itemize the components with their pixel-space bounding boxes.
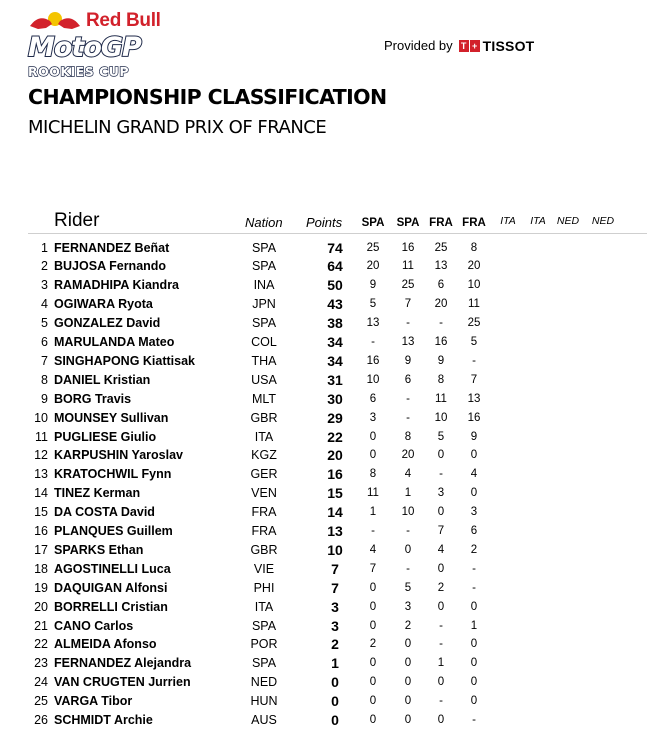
rider-points: 0	[331, 712, 339, 728]
rider-points: 0	[331, 674, 339, 691]
header-divider	[28, 233, 647, 234]
rider-points: 20	[327, 447, 343, 464]
rider-position: 10	[34, 410, 48, 425]
column-header-nation: Nation	[245, 215, 283, 230]
rider-nation: VIE	[253, 561, 275, 576]
table-row	[0, 635, 647, 654]
column-header-race-5: ITA	[500, 215, 516, 227]
race-points: 0	[437, 714, 445, 726]
rider-nation: JPN	[252, 297, 276, 312]
race-points: 25	[366, 241, 380, 254]
race-points: 0	[437, 600, 445, 613]
race-points: -	[472, 354, 476, 367]
table-row	[0, 257, 647, 276]
page-subtitle: MICHELIN GRAND PRIX OF FRANCE	[28, 117, 327, 138]
table-row	[0, 446, 647, 465]
rider-name: MARULANDA Mateo	[54, 335, 175, 349]
race-points: 11	[468, 298, 480, 311]
red-bull-motogp-rookies-cup-logo	[24, 6, 174, 80]
race-points: 25	[467, 317, 481, 330]
race-points: 0	[404, 714, 412, 726]
race-points: 0	[437, 562, 445, 575]
table-row	[0, 617, 647, 636]
race-points: 2	[369, 638, 377, 651]
race-points: 5	[470, 336, 478, 348]
table-row	[0, 541, 647, 560]
race-points: 2	[470, 543, 478, 556]
rider-nation: INA	[253, 278, 275, 293]
rider-nation: MLT	[251, 391, 277, 406]
rider-points: 2	[331, 636, 339, 653]
table-row	[0, 579, 647, 598]
rider-points: 50	[327, 277, 343, 294]
rider-points: 64	[327, 258, 343, 275]
rider-points: 15	[327, 485, 343, 502]
race-points: 0	[404, 657, 412, 670]
race-points: 9	[369, 279, 377, 292]
race-points: 0	[369, 695, 377, 708]
race-points: 9	[404, 354, 412, 367]
race-points: 0	[470, 487, 478, 500]
rider-position: 26	[34, 713, 48, 727]
rider-position: 15	[34, 505, 48, 520]
table-row	[0, 390, 647, 409]
race-points: 1	[470, 619, 478, 632]
race-points: 7	[369, 562, 377, 575]
race-points: -	[439, 695, 443, 708]
race-points: 4	[470, 468, 478, 481]
rider-points: 43	[327, 296, 343, 313]
rider-nation: HUN	[250, 694, 278, 709]
rider-position: 18	[34, 561, 48, 576]
rider-position: 21	[34, 618, 48, 633]
race-points: 2	[437, 581, 445, 594]
column-header-race-3: FRA	[429, 217, 453, 229]
race-points: 3	[470, 506, 478, 519]
rider-nation: SPA	[251, 259, 277, 274]
race-points: 11	[435, 392, 447, 405]
race-points: 0	[404, 676, 412, 689]
provided-by-label: Provided by	[384, 38, 453, 53]
rider-nation: GBR	[250, 542, 278, 557]
red-bull-wordmark: Red Bull	[86, 10, 161, 31]
rider-name: BORRELLI Cristian	[54, 599, 168, 614]
race-points: 0	[369, 449, 377, 462]
race-points: 13	[434, 260, 448, 273]
race-points: 25	[434, 241, 448, 254]
table-row	[0, 560, 647, 579]
table-row	[0, 484, 647, 503]
rider-points: 0	[331, 693, 339, 710]
race-points: 0	[404, 695, 412, 708]
rider-nation: AUS	[251, 713, 277, 727]
race-points: 9	[470, 430, 478, 443]
table-row	[0, 503, 647, 522]
race-points: 0	[369, 676, 377, 689]
rider-position: 7	[41, 353, 48, 368]
race-points: 0	[369, 581, 377, 594]
provided-by-tissot	[384, 38, 534, 54]
race-points: 11	[367, 487, 379, 500]
rider-position: 24	[34, 675, 48, 690]
rider-nation: GBR	[250, 410, 278, 425]
rider-name: KARPUSHIN Yaroslav	[54, 448, 183, 463]
race-points: 20	[366, 260, 380, 273]
column-header-race-6: ITA	[530, 215, 546, 227]
column-header-race-8: NED	[591, 215, 615, 227]
race-points: 1	[437, 657, 445, 670]
race-points: 8	[470, 241, 478, 254]
rider-points: 22	[327, 428, 343, 445]
rider-position: 2	[41, 259, 48, 274]
rider-nation: GER	[250, 467, 278, 482]
rider-position: 1	[41, 240, 48, 255]
race-points: -	[371, 336, 375, 348]
rider-name: PUGLIESE Giulio	[54, 429, 157, 444]
race-points: 8	[437, 373, 445, 386]
race-points: 0	[470, 600, 478, 613]
race-points: 11	[402, 260, 414, 273]
rider-points: 16	[327, 466, 343, 483]
race-points: 10	[467, 279, 481, 292]
rider-position: 22	[34, 637, 48, 652]
rider-points: 30	[327, 390, 343, 407]
race-points: 10	[366, 373, 380, 386]
race-points: 6	[470, 525, 478, 537]
rider-points: 13	[327, 523, 343, 539]
rider-name: ALMEIDA Afonso	[54, 637, 157, 652]
race-points: 0	[470, 449, 478, 462]
rider-nation: PHI	[253, 580, 275, 595]
rider-points: 34	[327, 334, 343, 350]
race-points: 0	[470, 657, 478, 670]
race-points: 0	[437, 506, 445, 519]
table-row	[0, 276, 647, 295]
race-points: 7	[404, 298, 412, 311]
race-points: 20	[401, 449, 415, 462]
rider-name: SCHMIDT Archie	[54, 713, 153, 727]
red-bull-icon	[28, 10, 82, 32]
race-points: 6	[437, 279, 445, 292]
table-row	[0, 522, 647, 541]
race-points: -	[439, 619, 443, 632]
race-points: -	[472, 714, 476, 726]
race-points: 5	[437, 430, 445, 443]
race-points: 16	[467, 411, 481, 424]
race-points: -	[406, 317, 410, 330]
race-points: 3	[369, 411, 377, 424]
race-points: 7	[437, 525, 445, 537]
race-points: -	[439, 468, 443, 481]
tissot-cross-icon: T +	[459, 40, 481, 52]
race-points: 8	[404, 430, 412, 443]
race-points: 0	[437, 449, 445, 462]
table-row	[0, 598, 647, 617]
rider-points: 3	[331, 617, 339, 634]
race-points: 13	[366, 317, 380, 330]
race-points: -	[439, 317, 443, 330]
tissot-wordmark: TISSOT	[482, 38, 535, 54]
rider-points: 1	[331, 655, 339, 672]
column-header-race-7: NED	[556, 215, 580, 227]
rider-points: 34	[327, 352, 343, 369]
table-row	[0, 654, 647, 673]
rider-name: SINGHAPONG Kiattisak	[54, 353, 196, 368]
rider-name: FERNANDEZ Alejandra	[54, 656, 192, 671]
rider-name: MOUNSEY Sullivan	[54, 410, 169, 425]
rider-position: 23	[34, 656, 48, 671]
rider-points: 10	[327, 541, 343, 558]
race-points: 4	[437, 543, 445, 556]
rider-name: TINEZ Kerman	[54, 486, 141, 501]
race-points: -	[406, 525, 410, 537]
rider-nation: THA	[251, 353, 277, 368]
table-row	[0, 711, 647, 730]
race-points: 5	[404, 581, 412, 594]
rider-position: 14	[34, 486, 48, 501]
race-points: 10	[401, 506, 415, 519]
table-row	[0, 371, 647, 390]
rider-position: 3	[41, 278, 48, 293]
rider-nation: USA	[251, 372, 277, 387]
rider-name: VARGA Tibor	[54, 694, 133, 709]
race-points: 10	[434, 411, 448, 424]
race-points: 1	[369, 506, 377, 519]
rider-name: VAN CRUGTEN Jurrien	[54, 675, 191, 690]
table-row	[0, 314, 647, 333]
race-points: 6	[369, 392, 377, 405]
table-row	[0, 673, 647, 692]
race-points: 7	[470, 373, 478, 386]
rider-position: 16	[34, 524, 48, 538]
rider-position: 4	[41, 297, 48, 312]
race-points: 0	[404, 638, 412, 651]
rider-points: 3	[331, 598, 339, 615]
race-points: 0	[369, 619, 377, 632]
race-points: -	[472, 562, 476, 575]
rider-name: DA COSTA David	[54, 505, 155, 520]
race-points: 3	[404, 600, 412, 613]
table-row	[0, 333, 647, 352]
rider-nation: SPA	[251, 618, 277, 633]
rider-nation: COL	[251, 335, 277, 349]
table-row	[0, 692, 647, 711]
race-points: 16	[434, 336, 448, 348]
rider-nation: POR	[250, 637, 278, 652]
race-points: 1	[404, 487, 412, 500]
rider-position: 9	[41, 391, 48, 406]
rider-nation: FRA	[251, 505, 277, 520]
rider-name: BORG Travis	[54, 391, 132, 406]
column-header-rider: Rider	[54, 210, 100, 231]
race-points: 25	[401, 279, 415, 292]
rider-position: 17	[34, 542, 48, 557]
race-points: 4	[369, 543, 377, 556]
race-points: 6	[404, 373, 412, 386]
race-points: 13	[467, 392, 481, 405]
rider-name: PLANQUES Guillem	[54, 524, 173, 538]
rider-points: 7	[331, 560, 339, 577]
rider-position: 5	[41, 316, 48, 331]
rider-name: BUJOSA Fernando	[54, 259, 167, 274]
table-row	[0, 295, 647, 314]
rider-position: 25	[34, 694, 48, 709]
race-points: 13	[401, 336, 415, 348]
column-header-points: Points	[306, 215, 343, 230]
rider-name: CANO Carlos	[54, 618, 134, 633]
race-points: 0	[470, 695, 478, 708]
column-header-race-1: SPA	[361, 217, 385, 229]
rider-position: 8	[41, 372, 48, 387]
page-title: CHAMPIONSHIP CLASSIFICATION	[28, 85, 387, 109]
rider-name: RAMADHIPA Kiandra	[54, 278, 180, 293]
rider-position: 12	[34, 448, 48, 463]
rider-name: KRATOCHWIL Fynn	[54, 467, 172, 482]
rider-nation: FRA	[251, 524, 277, 538]
rider-name: FERNANDEZ Beñat	[54, 240, 170, 255]
rider-nation: KGZ	[251, 448, 277, 463]
race-points: 20	[467, 260, 481, 273]
race-points: 16	[401, 241, 415, 254]
race-points: 9	[437, 354, 445, 367]
race-points: -	[371, 525, 375, 537]
rider-position: 13	[34, 467, 48, 482]
rider-points: 38	[327, 315, 343, 332]
race-points: -	[406, 411, 410, 424]
red-bull-brand	[28, 10, 161, 32]
rider-points: 31	[327, 371, 343, 388]
rookies-cup-wordmark: ROOKIES CUP	[28, 64, 130, 79]
table-row	[0, 465, 647, 484]
rider-position: 11	[35, 429, 48, 444]
rider-name: SPARKS Ethan	[54, 542, 144, 557]
race-points: -	[406, 392, 410, 405]
table-row	[0, 239, 647, 258]
rider-name: GONZALEZ David	[54, 316, 161, 331]
rider-position: 6	[41, 335, 48, 349]
race-points: 0	[404, 543, 412, 556]
race-points: 4	[404, 468, 412, 481]
column-header-race-2: SPA	[396, 217, 420, 229]
rider-name: AGOSTINELLI Luca	[54, 561, 171, 576]
rider-nation: SPA	[251, 656, 277, 671]
rider-nation: SPA	[251, 316, 277, 331]
rider-points: 14	[327, 504, 343, 521]
race-points: 0	[369, 714, 377, 726]
race-points: -	[439, 638, 443, 651]
rider-nation: NED	[250, 675, 278, 690]
motogp-wordmark: MotoGP	[28, 32, 141, 63]
race-points: -	[406, 562, 410, 575]
race-points: -	[472, 581, 476, 594]
race-points: 5	[369, 298, 377, 311]
race-points: 0	[369, 657, 377, 670]
rider-name: DAQUIGAN Alfonsi	[54, 580, 168, 595]
race-points: 20	[434, 298, 448, 311]
race-points: 0	[369, 600, 377, 613]
rider-nation: VEN	[251, 486, 277, 501]
race-points: 0	[437, 676, 445, 689]
table-row	[0, 352, 647, 371]
table-row	[0, 409, 647, 428]
rider-nation: SPA	[251, 240, 277, 255]
column-header-race-4: FRA	[462, 217, 486, 229]
race-points: 16	[366, 354, 380, 367]
race-points: 2	[404, 619, 412, 632]
table-row	[0, 428, 647, 447]
race-points: 3	[437, 487, 445, 500]
rider-nation: ITA	[254, 599, 274, 614]
rider-points: 7	[331, 579, 339, 596]
rider-nation: ITA	[254, 429, 274, 444]
race-points: 0	[470, 676, 478, 689]
rider-name: DANIEL Kristian	[54, 372, 151, 387]
rider-position: 20	[34, 599, 48, 614]
race-points: 0	[470, 638, 478, 651]
race-points: 8	[369, 468, 377, 481]
rider-points: 74	[327, 239, 343, 256]
race-points: 0	[369, 430, 377, 443]
rider-name: OGIWARA Ryota	[54, 297, 153, 312]
rider-position: 19	[34, 580, 48, 595]
rider-points: 29	[327, 409, 343, 426]
